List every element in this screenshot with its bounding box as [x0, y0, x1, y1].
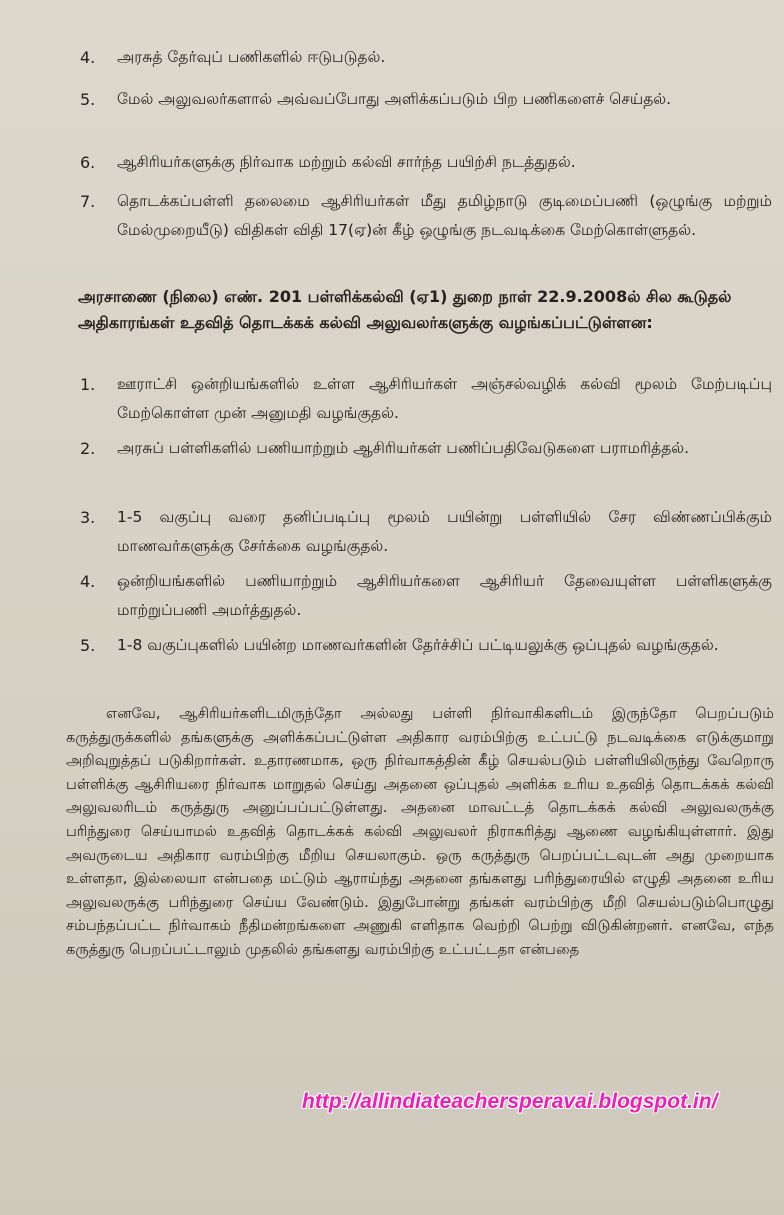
body-paragraph: எனவே, ஆசிரியர்களிடமிருந்தோ அல்லது பள்ளி நிர்வாகிகளிடம் இருந்தோ பெறப்படும் கருத்துருக்களில் தங்களுக்கு அளிக்கப்பட்டுள்ள அதிகார வரம்பிற்கு உட்பட்டு நடவடிக்கை எடுக்குமாறு அறிவுறுத்தப் படுகிறார்கள். உதாரணமாக, ஒரு நிர்வாகத்தின் கீழ் செயல்படும் பள்ளியிலிருந்து வேறொரு பள்ளிக்கு ஆசிரியரை நிர்வாக மாறுதல் செய்து அதனை ஒப்புதல் அளிக்க உரிய உதவித் தொடக்கக் கல்வி அலுவலரிடம் கருத்துரு அனுப்பப்பட்டுள்ளது. அதனை மாவட்டத் தொடக்கக் கல்வி அலுவலருக்கு பரிந்துரை செய்யாமல் உதவித் தொடக்கக் கல்வி அலுவலர் நிராகரித்து ஆணை வழங்கியுள்ளார். இது அவருடைய அதிகார வரம்பிற்கு மீறிய செயலாகும். ஒரு கருத்துரு பெறப்பட்டவுடன் அது முறையாக உள்ளதா, இல்லையா என்பதை மட்டும் ஆராய்ந்து அதனை தங்களது பரிந்துரையில் எழுதி அதனை உரிய அலுவலருக்கு பரிந்துரை செய்ய வேண்டும். இதுபோன்று தங்கள் வரம்பிற்கு மீறி செயல்படும்பொழுது சம்பந்தப்பட்ட நிர்வாகம் நீதிமன்றங்களை அணுகி எளிதாக வெற்றி பெற்று விடுகின்றனர். எனவே, எந்த கருத்துரு பெறப்பட்டாலும் முதலில் தங்களது வரம்பிற்கு உட்பட்டதா என்பதை — [66, 705, 774, 958]
item-number: 6. — [80, 153, 96, 172]
item-number: 4. — [80, 572, 96, 591]
item-number: 5. — [80, 636, 96, 655]
item-text: ஒன்றியங்களில் பணியாற்றும் ஆசிரியர்களை ஆசிரியர் தேவையுள்ள பள்ளிகளுக்கு மாற்றுப்பணி அமர்த்துதல். — [117, 572, 772, 619]
item-text: 1-5 வகுப்பு வரை தனிப்படிப்பு மூலம் பயின்று பள்ளியில் சேர விண்ணப்பிக்கும் மாணவர்களுக்கு சேர்க்கை வழங்குதல். — [117, 508, 772, 555]
section-heading: அரசாணை (நிலை) எண். 201 பள்ளிக்கல்வி (ஏ1) துறை நாள் 22.9.2008ல் சில கூடுதல் அதிகாரங்கள் உதவித் தொடக்கக் கல்வி அலுவலர்களுக்கு வழங்கப்பட்டுள்ளன: — [78, 287, 732, 332]
item-text: அரசுத் தேர்வுப் பணிகளில் ஈடுபடுதல். — [117, 48, 386, 66]
item-text: மேல் அலுவலர்களால் அவ்வப்போது அளிக்கப்படும் பிற பணிகளைச் செய்தல். — [117, 90, 672, 108]
item-number: 2. — [80, 439, 96, 458]
item-text: ஊராட்சி ஒன்றியங்களில் உள்ள ஆசிரியர்கள் அஞ்சல்வழிக் கல்வி மூலம் மேற்படிப்பு மேற்கொள்ள முன் அனுமதி வழங்குதல். — [117, 375, 772, 422]
item-number: 3. — [80, 508, 96, 527]
item-text: அரசுப் பள்ளிகளில் பணியாற்றும் ஆசிரியர்கள் பணிப்பதிவேடுகளை பராமரித்தல். — [117, 439, 690, 457]
item-number: 7. — [80, 192, 96, 211]
watermark-url: http://allindiateachersperavai.blogspot.in/ — [302, 1090, 718, 1113]
item-number: 5. — [80, 90, 96, 109]
item-number: 4. — [80, 48, 96, 67]
item-text: தொடக்கப்பள்ளி தலைமை ஆசிரியர்கள் மீது தமிழ்நாடு குடிமைப்பணி (ஒழுங்கு மற்றும் மேல்முறையீடு) விதிகள் விதி 17(ஏ)ன் கீழ் ஒழுங்கு நடவடிக்கை மேற்கொள்ளுதல். — [117, 192, 772, 239]
item-text: ஆசிரியர்களுக்கு நிர்வாக மற்றும் கல்வி சார்ந்த பயிற்சி நடத்துதல். — [117, 153, 576, 171]
item-text: 1-8 வகுப்புகளில் பயின்ற மாணவர்களின் தேர்ச்சிப் பட்டியலுக்கு ஒப்புதல் வழங்குதல். — [117, 636, 719, 654]
item-number: 1. — [80, 375, 96, 394]
